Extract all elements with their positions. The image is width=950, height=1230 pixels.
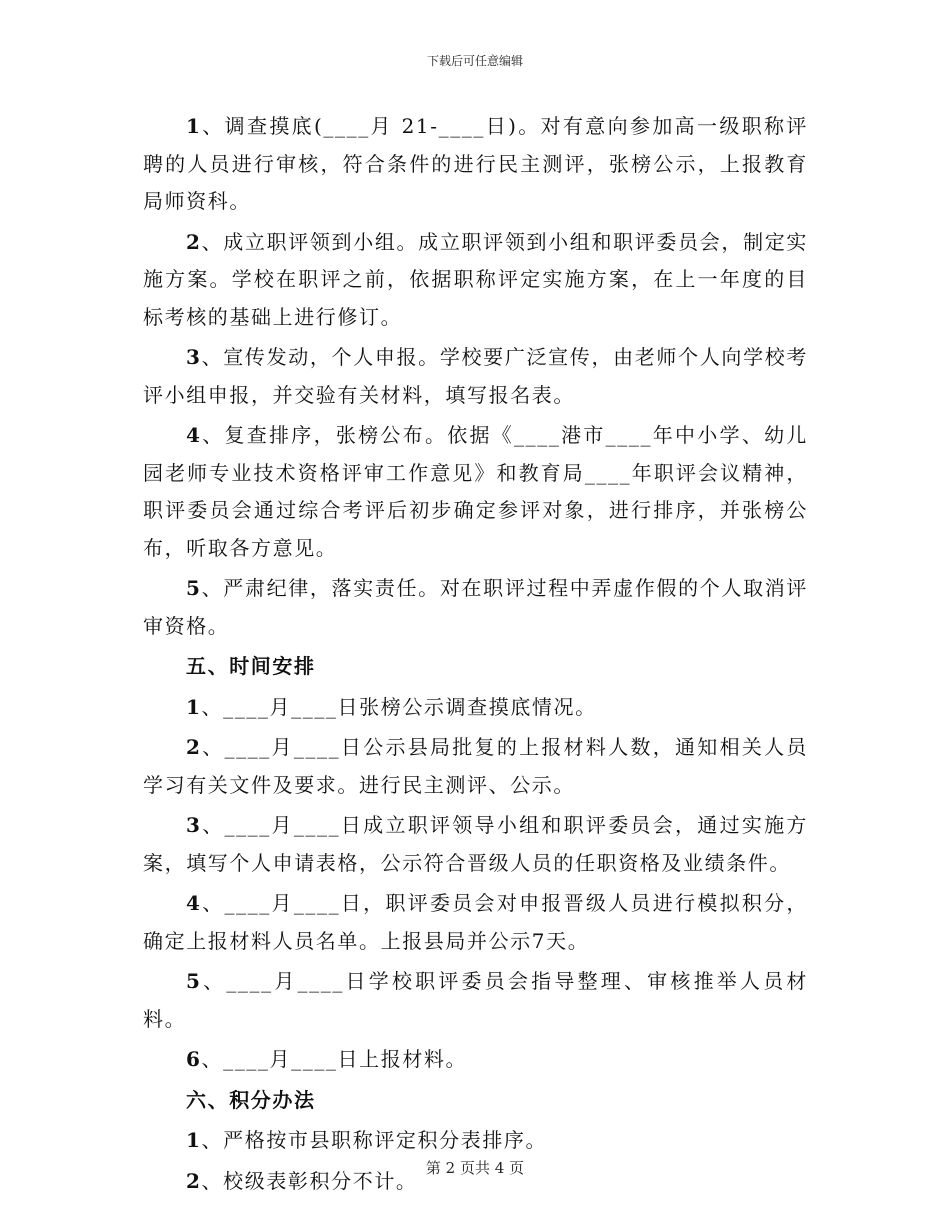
paragraph [143, 689, 808, 727]
item-number: 1 [186, 694, 202, 719]
paragraph [143, 108, 808, 221]
item-number: 4 [186, 423, 202, 447]
paragraph-text: 、____月____日公示县局批复的上报材料人数，通知相关人员学习有关文件及要求。进行民主测评、公示。 [143, 735, 808, 797]
item-number: 4 [186, 891, 202, 915]
paragraph-text: 、____月____日学校职评委员会指导整理、审核推举人员材料。 [143, 969, 808, 1031]
item-number: 2 [186, 1168, 202, 1193]
paragraph-text: 、____月____日上报材料。 [201, 1047, 468, 1071]
paragraph-text: 、复查排序，张榜公布。依据《____港市____年中小学、幼儿园老师专业技术资格评审工作意见》和教育局____年职评会议精神，职评委员会通过综合考评后初步确定参评对象，进行排序，并张榜公布，听取各方意见。 [143, 423, 808, 560]
paragraph-text: 、宣传发动，个人申报。学校要广泛宣传，由老师个人向学校考评小组申报，并交验有关材料，填写报名表。 [143, 345, 808, 407]
paragraph-text: 、校级表彰积分不计。 [201, 1168, 418, 1193]
paragraph [143, 1122, 808, 1160]
section-heading: 五、时间安排 [186, 654, 316, 678]
paragraph-text: 、严格按市县职称评定积分表排序。 [201, 1128, 548, 1152]
item-number: 1 [186, 1128, 202, 1152]
paragraph-text: 、成立职评领到小组。成立职评领到小组和职评委员会，制定实施方案。学校在职评之前，依据职称评定实施方案，在上一年度的目标考核的基础上进行修订。 [143, 229, 808, 329]
item-number: 3 [186, 345, 202, 369]
item-number: 5 [186, 969, 202, 993]
item-number: 2 [186, 229, 202, 254]
paragraph-text: 、____月____日，职评委员会对申报晋级人员进行模拟积分，确定上报材料人员名单。上报县局并公示7天。 [143, 891, 808, 953]
paragraph-text: 、____月____日张榜公示调查摸底情况。 [201, 694, 597, 719]
document-body [143, 108, 808, 1203]
item-number: 2 [186, 735, 202, 759]
paragraph-text: 、严肃纪律，落实责任。对在职评过程中弄虚作假的个人取消评审资格。 [143, 576, 808, 638]
item-number: 3 [186, 813, 202, 837]
paragraph [143, 417, 808, 567]
item-number: 5 [186, 576, 202, 600]
paragraph [143, 224, 808, 337]
paragraph [143, 885, 808, 960]
paragraph [143, 729, 808, 804]
item-number: 1 [186, 114, 202, 138]
section-heading: 六、积分办法 [186, 1087, 316, 1112]
paragraph-text: 、____月____日成立职评领导小组和职评委员会，通过实施方案，填写个人申请表格，公示符合晋级人员的任职资格及业绩条件。 [143, 813, 808, 875]
paragraph [143, 570, 808, 645]
page-footer: 第 2 页共 4 页 [425, 1159, 525, 1177]
item-number: 6 [186, 1047, 202, 1071]
paragraph [143, 963, 808, 1038]
paragraph [143, 807, 808, 882]
paragraph-text: 、调查摸底(____月 21-____日)。对有意向参加高一级职称评聘的人员进行审核，符合条件的进行民主测评，张榜公示，上报教育局师资科。 [143, 114, 808, 213]
paragraph [143, 339, 808, 414]
page-header: 下载后可任意编辑 [426, 54, 523, 68]
paragraph [143, 1041, 808, 1079]
